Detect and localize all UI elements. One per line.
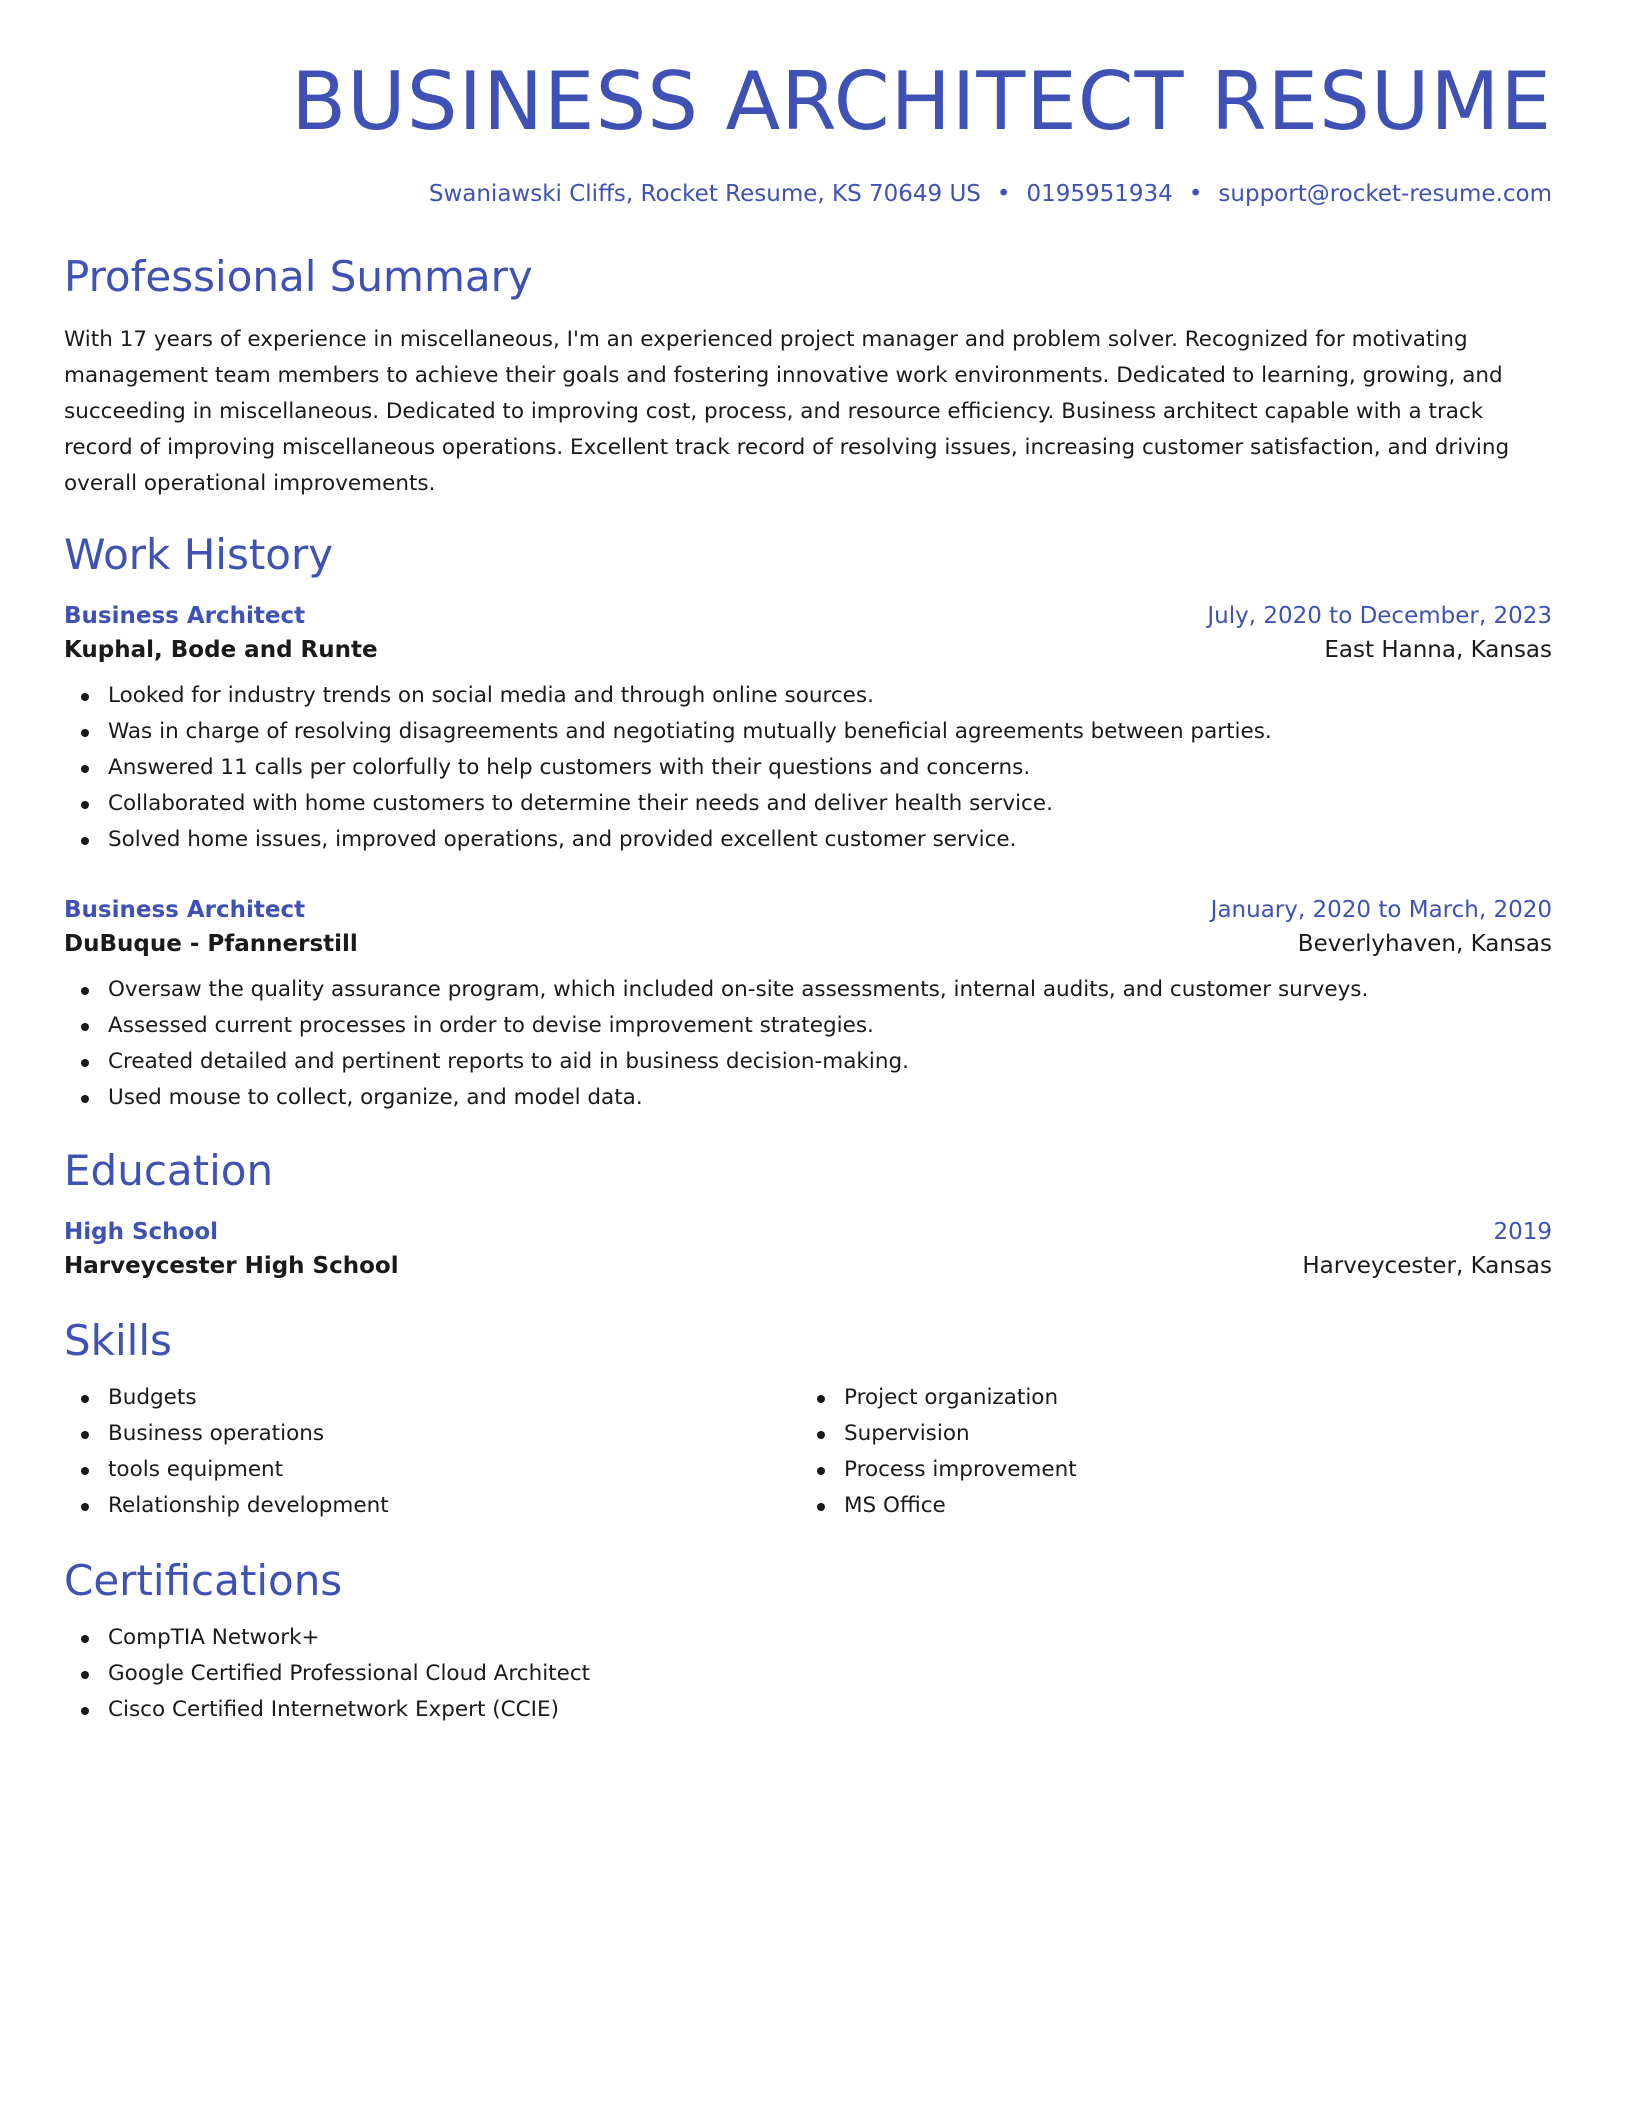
list-item: Created detailed and pertinent reports to aid in business decision-making.: [108, 1044, 1552, 1080]
education-location: Harveycester, Kansas: [1302, 1253, 1552, 1279]
list-item: Oversaw the quality assurance program, which included on-site assessments, internal audits, and customer surveys.: [108, 972, 1552, 1008]
job-company: DuBuque - Pfannerstill: [64, 931, 358, 957]
skills-list: [800, 1380, 1552, 1524]
job-duties-list: [64, 972, 1552, 1116]
list-item: Cisco Certified Internetwork Expert (CCIE): [108, 1692, 1552, 1728]
list-item: Looked for industry trends on social media and through online sources.: [108, 678, 1552, 714]
education-header: [64, 1216, 1552, 1248]
job-location: East Hanna, Kansas: [1324, 637, 1552, 663]
job-role: Business Architect: [64, 897, 306, 923]
education-heading: Education: [64, 1146, 274, 1195]
contact-email: support@rocket-resume.com: [1218, 181, 1552, 207]
list-item: Google Certified Professional Cloud Architect: [108, 1656, 1552, 1692]
certifications-heading: Certifications: [64, 1556, 343, 1605]
list-item: Collaborated with home customers to determine their needs and deliver health service.: [108, 786, 1552, 822]
skills-list: [64, 1380, 800, 1524]
skills-column-left: [64, 1380, 800, 1524]
education-degree: High School: [64, 1219, 219, 1245]
list-item: Was in charge of resolving disagreements and negotiating mutually beneficial agreements between parties.: [108, 714, 1552, 750]
job-company: Kuphal, Bode and Runte: [64, 637, 378, 663]
list-item: Solved home issues, improved operations, and provided excellent customer service.: [108, 822, 1552, 858]
list-item: CompTIA Network+: [108, 1620, 1552, 1656]
list-item: Answered 11 calls per colorfully to help customers with their questions and concerns.: [108, 750, 1552, 786]
job-company-row: [64, 632, 1552, 668]
list-item: Project organization: [844, 1380, 1552, 1416]
education-year: 2019: [1493, 1219, 1552, 1245]
job-entry: [64, 894, 1552, 1116]
list-item: Assessed current processes in order to devise improvement strategies.: [108, 1008, 1552, 1044]
summary-heading: Professional Summary: [64, 252, 533, 301]
education-school-row: [64, 1248, 1552, 1284]
job-header: [64, 600, 1552, 632]
work-history-heading: Work History: [64, 530, 334, 579]
list-item: tools equipment: [108, 1452, 800, 1488]
job-entry: [64, 600, 1552, 858]
job-dates: July, 2020 to December, 2023: [1207, 603, 1552, 629]
resume-title: BUSINESS ARCHITECT RESUME: [291, 55, 1552, 148]
list-item: Process improvement: [844, 1452, 1552, 1488]
list-item: Used mouse to collect, organize, and model data.: [108, 1080, 1552, 1116]
job-dates: January, 2020 to March, 2020: [1210, 897, 1552, 923]
list-item: Business operations: [108, 1416, 800, 1452]
job-role: Business Architect: [64, 603, 306, 629]
summary-text: With 17 years of experience in miscellaneous, I'm an experienced project manager and problem solver. Recognized for motivating management team members to achieve their goals and fostering innovative work environments. Dedicated to learning, growing, and succeeding in miscellaneous. Dedicated to improving cost, process, and resource efficiency. Business architect capable with a track record of improving miscellaneous operations. Excellent track record of resolving issues, increasing customer satisfaction, and driving overall operational improvements.: [64, 327, 1510, 496]
certifications-list: [64, 1620, 1552, 1728]
contact-separator: •: [1188, 181, 1203, 207]
list-item: MS Office: [844, 1488, 1552, 1524]
skills-columns: [64, 1380, 1552, 1524]
contact-address: Swaniawski Cliffs, Rocket Resume, KS 70649 US: [428, 181, 981, 207]
contact-phone: 0195951934: [1026, 181, 1173, 207]
job-company-row: [64, 926, 1552, 962]
education-school: Harveycester High School: [64, 1253, 399, 1279]
list-item: Supervision: [844, 1416, 1552, 1452]
contact-line: [64, 178, 1552, 210]
skills-heading: Skills: [64, 1316, 172, 1365]
contact-separator: •: [996, 181, 1011, 207]
skills-column-right: [800, 1380, 1552, 1524]
education-entry: [64, 1216, 1552, 1284]
list-item: Relationship development: [108, 1488, 800, 1524]
job-location: Beverlyhaven, Kansas: [1297, 931, 1552, 957]
list-item: Budgets: [108, 1380, 800, 1416]
job-header: [64, 894, 1552, 926]
job-duties-list: [64, 678, 1552, 858]
